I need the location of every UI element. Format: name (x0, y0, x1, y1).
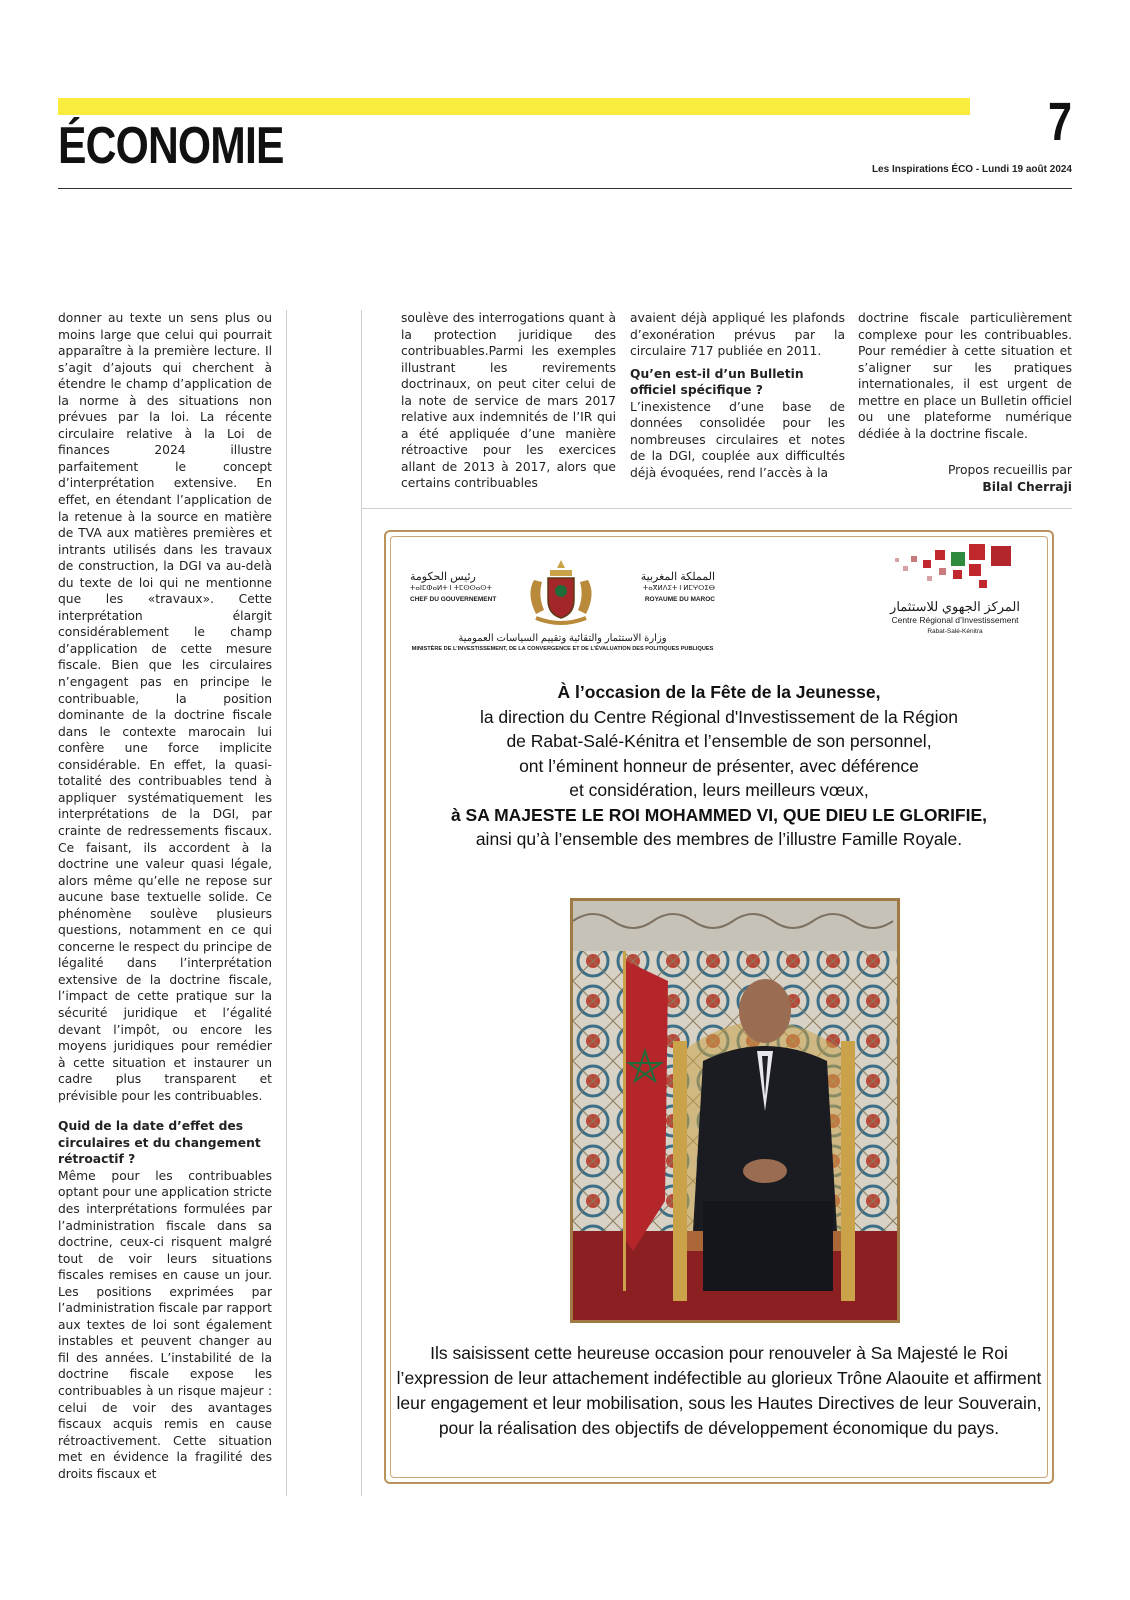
header-rule (58, 188, 1072, 189)
cri-logo (890, 540, 1020, 670)
cri-region: Rabat-Salé-Kénitra (927, 628, 983, 635)
ministry-arabic: وزارة الاستثمار والتقائية وتقييم السياسات العمومية (458, 633, 667, 644)
ad-line: la direction du Centre Régional d'Investissement de la Région (479, 706, 959, 727)
dateline: Les Inspirations ÉCO - Lundi 19 août 2024 (871, 164, 1072, 175)
ad-line: ainsi qu’à l’ensemble des membres de l’illustre Famille Royale. (475, 829, 963, 849)
ad-message (396, 680, 1042, 852)
cri-mosaic-icon (895, 540, 1015, 596)
page-number: 7 (1047, 92, 1072, 152)
gov-right-text (641, 572, 715, 605)
article-column-3 (630, 310, 845, 481)
byline (858, 462, 1072, 496)
column-separator (361, 310, 362, 1496)
paragraph: doctrine fiscale particulièrement complexe pour les contribuables. Pour remédier à cette situation et s’aligner sur les pratiques internationales, il est urgent de mettre en place un Bulletin officiel ou une plateforme numérique dédiée à la doctrine fiscale. (858, 311, 1072, 441)
ad-line: ont l’éminent honneur de présenter, avec déférence (519, 755, 919, 776)
ad-line: et considération, leurs meilleurs vœux, (569, 780, 869, 800)
ad-line: À l’occasion de la Fête de la Jeunesse, (557, 682, 881, 702)
paragraph: soulève des interrogations quant à la protection juridique des contribuables.Parmi les exemples illustrant les revirements doctrinaux, on peut citer celui de la note de service de mars 2017 relative aux indemnités de l’IR qui a été appliquée d’une manière rétroactive pour les exercices allant de 2013 à 2017, alors que certains contribuables (401, 311, 616, 491)
cri-arabic: المركز الجهوي للاستثمار (890, 599, 1020, 614)
subheading: Qu’en est-il d’un Bulletin officiel spécifique ? (630, 366, 804, 398)
column-separator (286, 310, 287, 1496)
royal-portrait (570, 898, 900, 1323)
paragraph: donner au texte un sens plus ou moins large que celui qui pourrait apparaître à la première lecture. Il s’agit d’ajouts qui cherchent à étendre le champ d’application de la norme à des situations non prévues par la loi. La récente circulaire relative à la Loi de finances 2024 illustre parfaitement le concept d’interprétation extensive. En effet, en étendant l’application de la retenue à la source en matière de TVA aux matières premières et intrants utilisés dans les travaux de construction, la DGI va au-delà du texte de loi qui ne mentionne que les «travaux». Cette interprétation élargit considérablement le champ d’application de cette mesure fiscale. Bien que les circulaires n’engagent pas en principe le contribuable, la position dominante de la doctrine fiscale dans le contexte marocain lui confère une force implicite considérable. En effet, la quasi-totalité des contribuables tend à appliquer systématiquement les interprétations de la DGI, par crainte de redressements fiscaux. Ce faisant, ils accordent à la doctrine une valeur quasi légale, alors même qu’elle ne repose sur aucune base textuelle solide. Ce phénomène soulève plusieurs questions, notamment en ce qui concerne le respect du principe de légalité dans l’interprétation extensive de la doctrine fiscale, l’impact de cette pratique sur la sécurité juridique et l’égalité devant l’impôt, ou encore les moyens juridiques pour remédier à cette situation et instaurer un cadre plus transparent et prévisible pour les contribuables. (58, 311, 272, 1103)
government-logo-block (410, 558, 715, 666)
cri-french: Centre Régional d’Investissement (891, 615, 1019, 625)
paragraph: Même pour les contribuables optant pour une application stricte des interprétations formulées par l’administration fiscale dans sa doctrine, ceux-ci risquent malgré tout de voir leurs situations fiscales remises en cause un jour. Les positions exprimées par l’administration fiscale par rapport aux textes de loi sont également instables et peuvent changer au fil des années. L’instabilité de la doctrine fiscale expose les contribuables à un risque majeur : celui de voir des avantages fiscaux acquis remis en cause rétroactivement. Cette situation met en évidence la fragilité des droits fiscaux et (58, 1168, 272, 1481)
ad-footer-text: Ils saisissent cette heureuse occasion pour renouveler à Sa Majesté le Roi l’expression de leur attachement indéfectible au glorieux Trône Alaouite et affirment leur engagement et leur mobilisation, sous les Hautes Directives de leur Souverain, pour la réalisation des objectifs de développement économique du pays. (396, 1343, 1042, 1438)
gov-left-tifinagh: ⵜⴰⵏⵎⵀⴰⵍⵜ ⵏ ⵜⵎⵙⵙⴰⵙⵜ (410, 585, 492, 592)
ad-line: de Rabat-Salé-Kénitra et l’ensemble de son personnel, (506, 731, 932, 751)
article-column-1 (58, 310, 272, 1496)
article-column-2 (401, 310, 616, 492)
ad-line: à SA MAJESTE LE ROI MOHAMMED VI, QUE DIEU LE GLORIFIE, (450, 804, 988, 825)
credit-name: Bilal Cherraji (982, 480, 1072, 495)
gov-right-arabic: المملكة المغربية (640, 571, 715, 583)
gov-right-french: ROYAUME DU MAROC (644, 596, 715, 603)
royal-crest-icon (520, 558, 602, 628)
ministry-french: MINISTÈRE DE L’INVESTISSEMENT, DE LA CONVERGENCE ET DE L’ÉVALUATION DES POLITIQUES PUBLIQUES (411, 646, 714, 652)
gov-right-tifinagh: ⵜⴰⴳⵍⴷⵉⵜ ⵏ ⵍⵎⵖⵔⵉⴱ (642, 585, 715, 592)
section-title: ÉCONOMIE (58, 117, 284, 175)
paragraph: avaient déjà appliqué les plafonds d’exonération prévus par la circulaire 717 publiée en 2011. (630, 311, 845, 359)
gov-left-french: CHEF DU GOUVERNEMENT (410, 596, 497, 603)
gov-left-text (410, 572, 496, 605)
ministry-text (410, 632, 715, 654)
paragraph: L’inexistence d’une base de données consolidée pour les nombreuses circulaires et notes de la DGI, couplée aux difficultés déjà évoquées, rend l’accès à la (630, 399, 845, 480)
header-yellow-bar (58, 98, 970, 115)
ad-top-separator (361, 508, 1072, 509)
credit-label: Propos recueillis par (947, 463, 1072, 478)
subheading: Quid de la date d’effet des circulaires et du changement rétroactif ? (58, 1119, 261, 1167)
gov-left-arabic: رئيس الحكومة (410, 571, 476, 583)
article-column-4 (858, 310, 1072, 496)
